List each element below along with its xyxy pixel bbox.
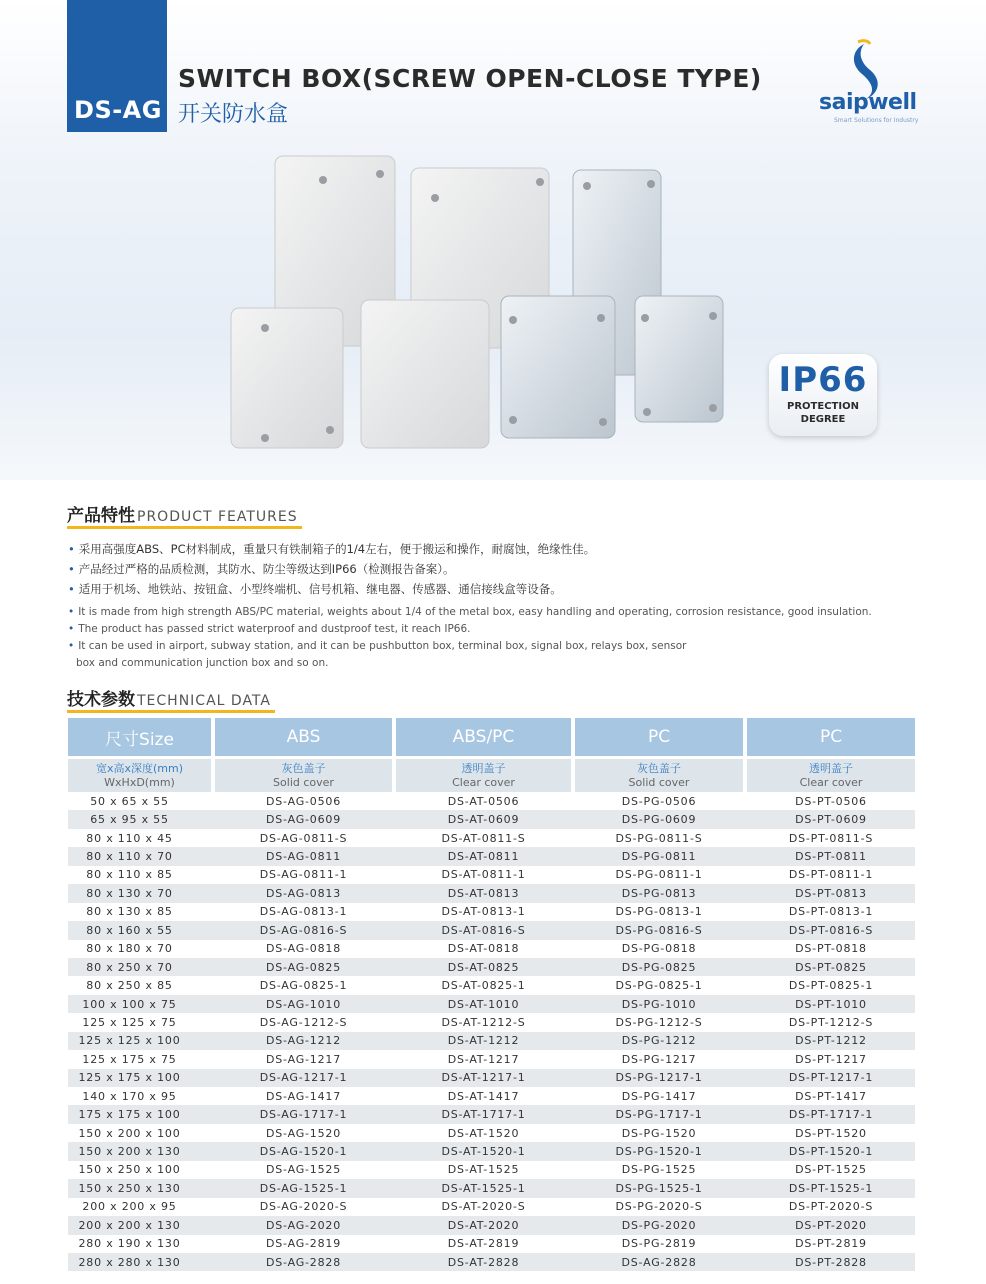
cell-pc-clear: DS-PT-1010 — [795, 997, 867, 1011]
header-pc-clear: PC — [747, 718, 915, 756]
series-code: DS-AG — [74, 96, 162, 124]
cell-abs: DS-AG-0811 — [266, 850, 341, 864]
cell-pc-solid: DS-PG-0816-S — [615, 923, 703, 937]
cell-size: 280 x 280 x 130 — [78, 1255, 181, 1269]
cell-pc-solid: DS-PG-1217-1 — [615, 1071, 703, 1085]
cell-pc-clear: DS-PT-0825-1 — [788, 979, 874, 993]
cell-size: 125 x 125 x 75 — [82, 1015, 177, 1029]
cell-pc-clear: DS-PT-1525 — [795, 1163, 867, 1177]
cell-abs-pc: DS-AT-1212 — [447, 1034, 520, 1048]
cell-size: 65 x 95 x 55 — [90, 813, 169, 827]
cell-pc-clear: DS-PT-1525-1 — [788, 1181, 874, 1195]
cell-size: 140 x 170 x 95 — [82, 1089, 177, 1103]
cell-size: 200 x 200 x 130 — [78, 1218, 181, 1232]
table-row — [68, 903, 915, 921]
cell-size: 80 x 160 x 55 — [86, 923, 173, 937]
cell-pc-clear: DS-PT-0811-1 — [788, 868, 874, 882]
cell-pc-clear: DS-PT-2020-S — [788, 1200, 874, 1214]
feature-en-2: • The product has passed strict waterproof and dustproof test, it reach IP66. — [68, 623, 471, 635]
cell-pc-solid: DS-PG-0825-1 — [615, 979, 703, 993]
cell-abs-pc: DS-AT-1717-1 — [441, 1108, 526, 1122]
technical-underline — [67, 710, 275, 713]
cell-abs-pc: DS-AT-1525 — [447, 1163, 520, 1177]
feature-cn-3: • 适用于机场、地铁站、按钮盒、小型终端机、信号机箱、继电器、传感器、通信接线盒等设备。 — [68, 582, 562, 596]
table-row — [68, 1013, 915, 1031]
table-row — [68, 1142, 915, 1160]
cell-pc-solid: DS-PG-1417 — [621, 1089, 697, 1103]
cell-size: 80 x 110 x 85 — [86, 868, 173, 882]
cell-pc-solid: DS-PG-1717-1 — [615, 1108, 703, 1122]
cell-pc-clear: DS-PT-0825 — [795, 960, 867, 974]
cell-abs: DS-AG-1520-1 — [259, 1145, 348, 1159]
table-row — [68, 847, 915, 865]
cell-abs-pc: DS-AT-2828 — [447, 1255, 520, 1269]
cell-abs: DS-AG-0506 — [266, 794, 341, 808]
cell-abs: DS-AG-0825-1 — [259, 979, 348, 993]
cell-pc-clear: DS-PT-0811 — [795, 850, 867, 864]
cell-abs: DS-AG-0811-1 — [259, 868, 348, 882]
cell-pc-clear: DS-PT-0816-S — [788, 923, 874, 937]
table-row — [68, 921, 915, 939]
cell-abs: DS-AG-0816-S — [259, 923, 348, 937]
header-abs: ABS — [215, 718, 392, 756]
cell-abs-pc: DS-AT-0825-1 — [441, 979, 526, 993]
table-row — [68, 810, 915, 828]
product-photo — [225, 150, 735, 450]
cell-abs-pc: DS-AT-1212-S — [441, 1015, 526, 1029]
cell-pc-solid: DS-PG-0818 — [621, 942, 697, 956]
cell-abs-pc: DS-AT-1520 — [447, 1126, 520, 1140]
cell-size: 80 x 250 x 70 — [86, 960, 173, 974]
table-row — [68, 1069, 915, 1087]
cell-abs: DS-AG-0609 — [266, 813, 341, 827]
ip-label-line2: DEGREE — [800, 414, 846, 425]
brand-name: saipwell — [819, 90, 917, 115]
ip-rating: IP66 — [778, 360, 868, 400]
cell-abs-pc: DS-AT-0818 — [447, 942, 520, 956]
feature-en-1: • It is made from high strength ABS/PC material, weights about 1/4 of the metal box, easy handling and operating, corrosion resistance, good insulation. — [68, 606, 872, 618]
ip66-badge — [769, 354, 877, 436]
subheader-abs: 灰色盖子 Solid cover — [215, 759, 392, 792]
cell-size: 125 x 125 x 100 — [78, 1034, 181, 1048]
cell-pc-solid: DS-PG-1212-S — [615, 1015, 703, 1029]
cell-abs: DS-AG-0811-S — [259, 831, 348, 845]
technical-heading-cn: 技术参数 — [67, 690, 135, 710]
table-row — [68, 958, 915, 976]
table-header-row — [68, 718, 915, 756]
cell-pc-clear: DS-PT-2828 — [795, 1255, 867, 1269]
cell-pc-solid: DS-PG-2819 — [621, 1237, 697, 1251]
feature-cn-1: • 采用高强度ABS、PC材料制成，重量只有铁制箱子的1/4左右，便于搬运和操作，耐腐蚀，绝缘性佳。 — [68, 542, 596, 556]
cell-pc-clear: DS-PT-0811-S — [788, 831, 874, 845]
cell-pc-solid: DS-PG-1520-1 — [615, 1145, 703, 1159]
features-heading — [67, 501, 298, 526]
cell-pc-solid: DS-PG-0813 — [621, 886, 697, 900]
cell-size: 80 x 180 x 70 — [86, 942, 173, 956]
cell-pc-clear: DS-PT-0818 — [795, 942, 867, 956]
cell-size: 280 x 190 x 130 — [78, 1237, 181, 1251]
table-row — [68, 1105, 915, 1123]
feature-en-3: • It can be used in airport, subway station, and it can be pushbutton box, terminal box, signal box, relays box, sensor — [68, 640, 687, 652]
table-subheader-row — [68, 759, 915, 792]
cell-abs: DS-AG-1217 — [266, 1052, 341, 1066]
cell-pc-clear: DS-PT-1217 — [795, 1052, 867, 1066]
cell-abs: DS-AG-0813 — [266, 886, 341, 900]
cell-size: 125 x 175 x 75 — [82, 1052, 177, 1066]
cell-pc-solid: DS-AG-2828 — [621, 1255, 697, 1269]
cell-abs-pc: DS-AT-2020-S — [441, 1200, 526, 1214]
cell-abs: DS-AG-0818 — [266, 942, 341, 956]
table-row — [68, 995, 915, 1013]
cell-size: 80 x 250 x 85 — [86, 979, 173, 993]
cell-size: 80 x 130 x 85 — [86, 905, 173, 919]
cell-abs-pc: DS-AT-0811-S — [441, 831, 526, 845]
cell-pc-solid: DS-PG-1212 — [621, 1034, 697, 1048]
table-row — [68, 1216, 915, 1234]
page-title-cn: 开关防水盒 — [178, 102, 289, 127]
cell-size: 80 x 110 x 45 — [86, 831, 173, 845]
cell-pc-solid: DS-PG-1525-1 — [615, 1181, 703, 1195]
table-row — [68, 1124, 915, 1142]
cell-pc-solid: DS-PG-0811-S — [615, 831, 703, 845]
cell-abs: DS-AG-2020 — [266, 1218, 341, 1232]
table-row — [68, 976, 915, 994]
cell-pc-clear: DS-PT-1520 — [795, 1126, 867, 1140]
cell-abs: DS-AG-1217-1 — [259, 1071, 348, 1085]
cell-pc-clear: DS-PT-1417 — [795, 1089, 867, 1103]
features-heading-cn: 产品特性 — [67, 506, 135, 526]
cell-pc-clear: DS-PT-1717-1 — [788, 1108, 874, 1122]
table-body — [68, 792, 915, 1271]
cell-pc-solid: DS-PG-2020-S — [615, 1200, 703, 1214]
technical-heading-en: TECHNICAL DATA — [137, 693, 271, 709]
table-row — [68, 884, 915, 902]
cell-abs-pc: DS-AT-2819 — [447, 1237, 520, 1251]
header-pc-solid: PC — [575, 718, 743, 756]
feature-en-3-cont: box and communication junction box and so on. — [76, 657, 329, 669]
subheader-abs-pc: 透明盖子 Clear cover — [396, 759, 571, 792]
cell-abs-pc: DS-AT-0506 — [447, 794, 520, 808]
table-row — [68, 829, 915, 847]
cell-pc-clear: DS-PT-0609 — [795, 813, 867, 827]
cell-pc-solid: DS-PG-0506 — [621, 794, 697, 808]
subheader-size: 宽x高x深度(mm) WxHxD(mm) — [68, 759, 211, 792]
table-row — [68, 1087, 915, 1105]
feature-cn-2: • 产品经过严格的品质检测，其防水、防尘等级达到IP66（检测报告备案）。 — [68, 562, 455, 576]
cell-size: 150 x 200 x 100 — [78, 1126, 181, 1140]
table-row — [68, 1253, 915, 1271]
features-heading-en: PRODUCT FEATURES — [137, 509, 298, 525]
table-row — [68, 1161, 915, 1179]
cell-abs: DS-AG-1525-1 — [259, 1181, 348, 1195]
cell-abs: DS-AG-1212-S — [259, 1015, 348, 1029]
cell-abs: DS-AG-1520 — [266, 1126, 341, 1140]
technical-data-table — [68, 718, 915, 1271]
cell-size: 150 x 250 x 100 — [78, 1163, 181, 1177]
cell-abs: DS-AG-1212 — [266, 1034, 341, 1048]
cell-pc-clear: DS-PT-1212 — [795, 1034, 867, 1048]
table-row — [68, 866, 915, 884]
table-row — [68, 1050, 915, 1068]
table-row — [68, 1032, 915, 1050]
cell-pc-solid: DS-PG-1010 — [621, 997, 697, 1011]
cell-abs-pc: DS-AT-1217 — [447, 1052, 520, 1066]
table-row — [68, 1198, 915, 1216]
cell-abs-pc: DS-AT-1010 — [447, 997, 520, 1011]
cell-abs: DS-AG-2828 — [266, 1255, 341, 1269]
table-row — [68, 1179, 915, 1197]
cell-size: 150 x 250 x 130 — [78, 1181, 181, 1195]
cell-pc-solid: DS-PG-2020 — [621, 1218, 697, 1232]
cell-pc-solid: DS-PG-1217 — [621, 1052, 697, 1066]
cell-size: 100 x 100 x 75 — [82, 997, 177, 1011]
cell-pc-clear: DS-PT-0813-1 — [788, 905, 874, 919]
cell-abs: DS-AG-1010 — [266, 997, 341, 1011]
cell-abs: DS-AG-0813-1 — [259, 905, 348, 919]
subheader-pc-clear: 透明盖子 Clear cover — [747, 759, 915, 792]
cell-abs-pc: DS-AT-0609 — [447, 813, 520, 827]
features-underline — [67, 526, 302, 529]
cell-size: 125 x 175 x 100 — [78, 1071, 181, 1085]
subheader-pc-solid: 灰色盖子 Solid cover — [575, 759, 743, 792]
cell-abs-pc: DS-AT-0825 — [447, 960, 520, 974]
cell-pc-solid: DS-PG-0811-1 — [615, 868, 703, 882]
cell-pc-solid: DS-PG-0813-1 — [615, 905, 703, 919]
cell-abs-pc: DS-AT-0811 — [447, 850, 520, 864]
header-size: 尺寸Size — [68, 718, 211, 756]
cell-abs-pc: DS-AT-0813 — [447, 886, 520, 900]
cell-pc-clear: DS-PT-2020 — [795, 1218, 867, 1232]
table-row — [68, 940, 915, 958]
cell-abs-pc: DS-AT-1525-1 — [441, 1181, 526, 1195]
cell-abs: DS-AG-2819 — [266, 1237, 341, 1251]
cell-abs-pc: DS-AT-0816-S — [441, 923, 526, 937]
cell-abs-pc: DS-AT-1217-1 — [441, 1071, 526, 1085]
header-abs-pc: ABS/PC — [396, 718, 571, 756]
cell-pc-solid: DS-PG-0609 — [621, 813, 697, 827]
cell-abs-pc: DS-AT-1520-1 — [441, 1145, 526, 1159]
cell-size: 50 x 65 x 55 — [90, 794, 169, 808]
cell-abs: DS-AG-2020-S — [259, 1200, 348, 1214]
cell-abs: DS-AG-1717-1 — [259, 1108, 348, 1122]
brand-tagline: Smart Solutions for Industry — [834, 117, 919, 124]
cell-size: 200 x 200 x 95 — [82, 1200, 177, 1214]
cell-abs: DS-AG-1417 — [266, 1089, 341, 1103]
cell-pc-solid: DS-PG-1525 — [621, 1163, 697, 1177]
cell-abs: DS-AG-0825 — [266, 960, 341, 974]
page-title: SWITCH BOX(SCREW OPEN-CLOSE TYPE) — [178, 64, 762, 93]
cell-pc-solid: DS-PG-0825 — [621, 960, 697, 974]
cell-abs: DS-AG-1525 — [266, 1163, 341, 1177]
cell-pc-clear: DS-PT-1520-1 — [788, 1145, 874, 1159]
cell-size: 150 x 200 x 130 — [78, 1145, 181, 1159]
cell-abs-pc: DS-AT-1417 — [447, 1089, 520, 1103]
cell-pc-clear: DS-PT-2819 — [795, 1237, 867, 1251]
table-row — [68, 792, 915, 810]
cell-size: 80 x 130 x 70 — [86, 886, 173, 900]
cell-abs-pc: DS-AT-0813-1 — [441, 905, 526, 919]
cell-abs-pc: DS-AT-2020 — [447, 1218, 520, 1232]
cell-pc-clear: DS-PT-1212-S — [788, 1015, 874, 1029]
table-row — [68, 1235, 915, 1253]
cell-pc-solid: DS-PG-1520 — [621, 1126, 697, 1140]
cell-size: 80 x 110 x 70 — [86, 850, 173, 864]
technical-heading — [67, 685, 271, 710]
cell-size: 175 x 175 x 100 — [78, 1108, 181, 1122]
ip-label-line1: PROTECTION — [787, 401, 859, 412]
cell-pc-solid: DS-PG-0811 — [621, 850, 697, 864]
cell-pc-clear: DS-PT-1217-1 — [788, 1071, 874, 1085]
cell-abs-pc: DS-AT-0811-1 — [441, 868, 526, 882]
cell-pc-clear: DS-PT-0813 — [795, 886, 867, 900]
cell-pc-clear: DS-PT-0506 — [795, 794, 867, 808]
